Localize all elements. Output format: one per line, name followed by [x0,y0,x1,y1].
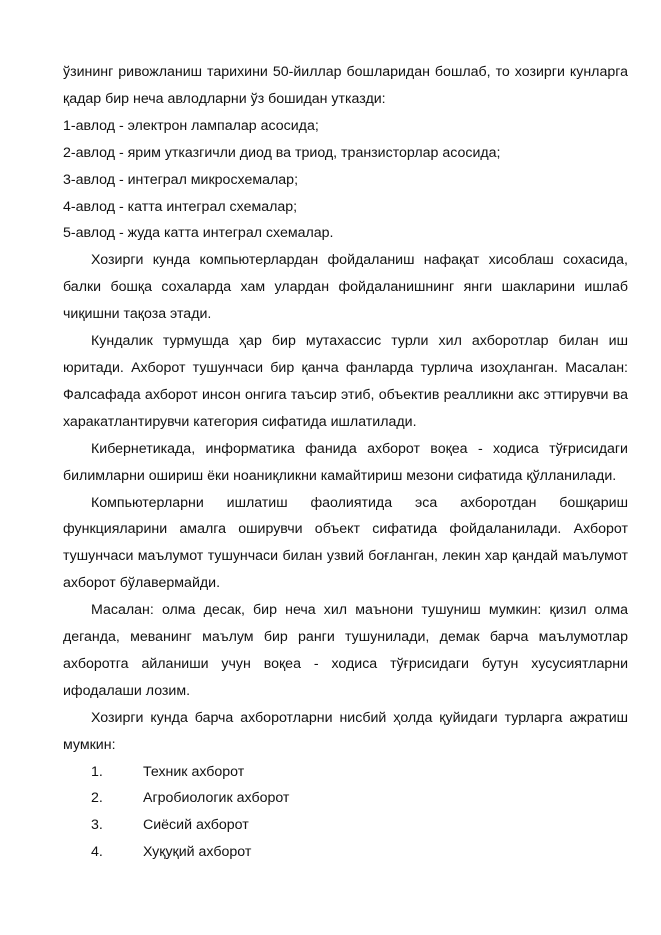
list-item-text: Сиёсий ахборот [143,817,249,834]
paragraph-intro: ўзининг ривожланиш тарихини 50-йиллар бошларидан бошлаб, то хозирги кунларга қадар бир неча авлодларни ўз бошидан утказди: [63,64,628,107]
paragraph-computers-usage: Хозирги кунда компьютерлардан фойдаланиш нафақат хисоблаш сохасида, балки бошқа сохаларда хам улардан фойдаланишнинг янги шакларини ишлаб чиқишни тақоза этади. [63,252,628,323]
generation-2: 2-авлод - ярим утказгичли диод ва триод, транзисторлар асосида; [63,144,501,161]
generation-3: 3-авлод - интеграл микросхемалар; [63,171,299,188]
paragraph-example-apple: Масалан: олма десак, бир неча хил маънони тушуниш мумкин: қизил олма деганда, меванинг маълум бир ранги тушунилади, демак барча маълумотлар ахборотга айланиши учун воқеа - ходиса тўғрисидаги бутун хусусиятларни ифодалаши лозим. [63,602,628,699]
paragraph-computers-activity: Компьютерларни ишлатиш фаолиятида эса ахборотдан бошқариш функцияларини амалга оширувчи объект сифатида фойдаланилади. Ахборот тушунчаси маълумот тушунчаси билан узвий боғланган, лекин хар қандай маълумот ахборот бўлавермайди. [63,494,628,592]
generation-5: 5-авлод - жуда катта интеграл схемалар. [63,225,334,242]
list-item-text: Агробиологик ахборот [143,790,290,807]
paragraph-information-types: Хозирги кунда барча ахборотларни нисбий ҳолда қуйидаги турларга ажратиш мумкин: [63,709,628,753]
document-body [63,59,628,866]
list-item-text: Хуқуқий ахборот [143,844,252,861]
list-item-text: Техник ахборот [143,763,245,780]
generation-4: 4-авлод - катта интеграл схемалар; [63,198,298,215]
list-item [63,785,628,812]
list-item-number: 4. [91,844,103,861]
list-item [63,759,628,786]
paragraph-information-concept: Кундалик турмушда ҳар бир мутахассис турли хил ахборотлар билан иш юритади. Ахборот тушунчаси бир қанча фанларда турлича изоҳланган. Масалан: Фалсафада ахборот инсон онгига таъсир этиб, объектив реалликни акс эттирувчи ва харакатлантирувчи категория сифатида ишлатилади. [63,333,628,430]
list-item-number: 1. [91,763,103,780]
list-item [63,812,628,839]
paragraph-cybernetics: Кибернетикада, информатика фанида ахборот воқеа - ходиса тўғрисидаги билимларни ошириш ёки ноаниқликни камайтириш мезони сифатида қўлланилади. [63,440,628,484]
list-item-number: 2. [91,790,103,807]
generation-1: 1-авлод - электрон лампалар асосида; [63,117,319,134]
list-item-number: 3. [91,817,103,834]
list-item [63,839,628,866]
